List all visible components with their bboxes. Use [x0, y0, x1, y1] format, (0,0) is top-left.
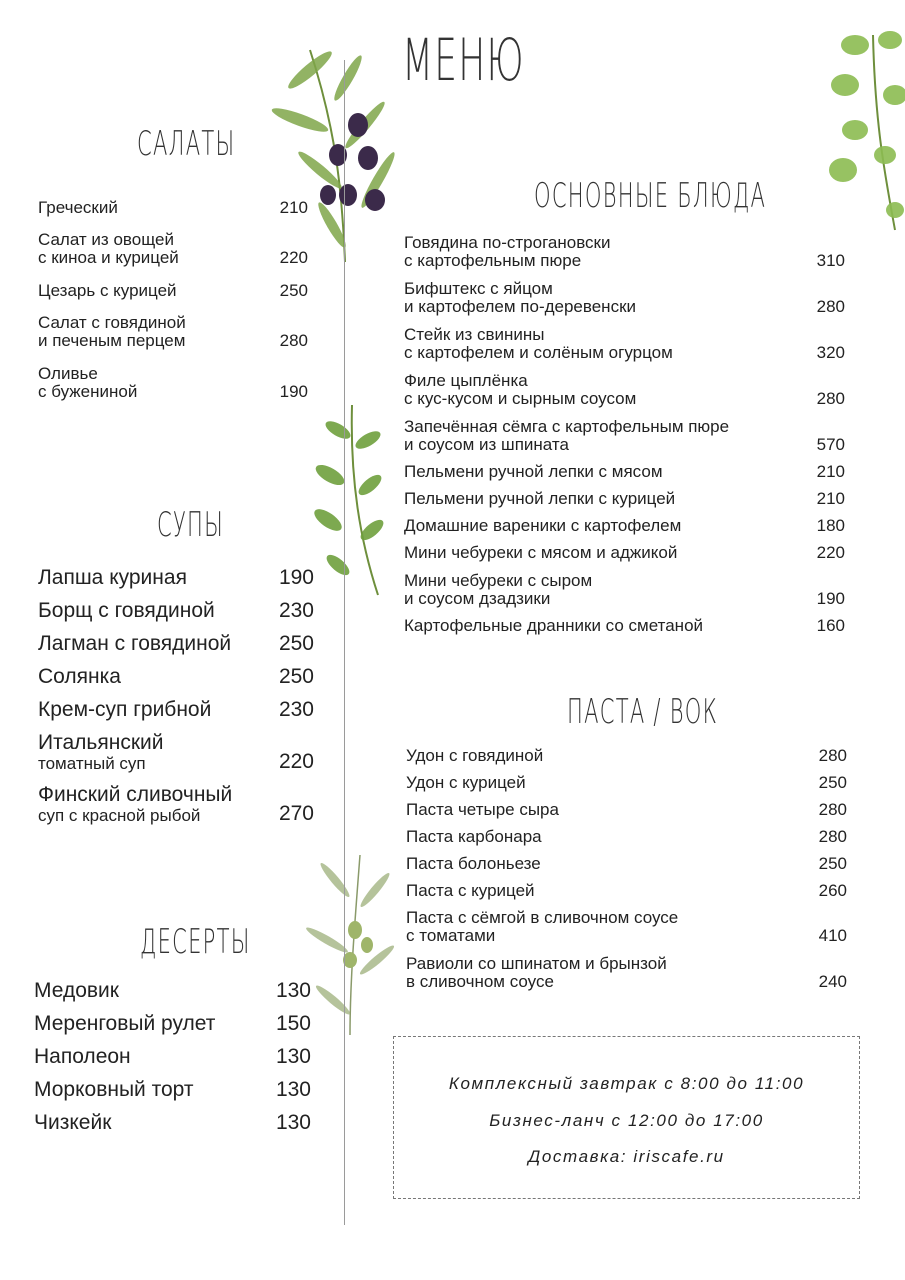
item-name: Чизкейк [34, 1111, 112, 1134]
menu-item [404, 418, 845, 454]
item-name-line2: с бужениной [38, 382, 138, 401]
item-price: 250 [278, 632, 314, 655]
menu-item [38, 666, 314, 688]
olive-sprig-icon [305, 850, 395, 1040]
item-name: Наполеон [34, 1045, 131, 1068]
item-price: 210 [279, 198, 308, 217]
menu-item [34, 1046, 311, 1068]
item-name: Паста карбонара [406, 827, 542, 846]
item-name: Удон с курицей [406, 773, 526, 792]
menu-item [38, 699, 314, 721]
item-name: Паста с курицей [406, 881, 535, 900]
item-name-line2: и печеным перцем [38, 331, 186, 350]
section-title-desserts: ДЕСЕРТЫ [140, 922, 251, 962]
section-title-mains: ОСНОВНЫЕ БЛЮДА [534, 176, 767, 216]
item-name: Крем-суп грибной [38, 698, 212, 721]
item-price: 280 [816, 297, 845, 316]
item-name: Паста четыре сыра [406, 800, 559, 819]
item-name: Мини чебуреки с мясом и аджикой [404, 543, 678, 562]
item-name: Пельмени ручной лепки с курицей [404, 489, 676, 508]
center-divider [344, 60, 345, 1225]
page-title: МЕНЮ [402, 26, 525, 94]
menu-item [406, 882, 847, 900]
menu-item [406, 955, 847, 991]
item-price: 410 [818, 926, 847, 945]
item-name: Морковный торт [34, 1078, 194, 1101]
item-price: 190 [278, 566, 314, 589]
item-price: 210 [816, 462, 845, 481]
menu-item [406, 828, 847, 846]
menu-item [404, 544, 845, 562]
item-name: Меренговый рулет [34, 1012, 216, 1035]
item-name: Запечённая сёмга с картофельным пюре [404, 417, 730, 436]
item-price: 280 [816, 389, 845, 408]
menu-item [38, 567, 314, 589]
item-name: Солянка [38, 665, 121, 688]
item-name: Салат из овощей [38, 230, 174, 249]
item-name-line2: и соусом дзадзики [404, 589, 551, 608]
item-price: 280 [279, 331, 308, 350]
item-price: 250 [818, 854, 847, 873]
menu-item [38, 732, 314, 773]
item-price: 130 [275, 1111, 311, 1134]
menu-item [38, 282, 308, 300]
item-name: Итальянский [38, 731, 164, 754]
menu-item [404, 326, 845, 362]
desserts-list [34, 980, 311, 1134]
menu-item [38, 231, 308, 267]
item-price: 230 [278, 599, 314, 622]
menu-item [406, 909, 847, 945]
menu-item [38, 199, 308, 217]
item-price: 130 [275, 1045, 311, 1068]
menu-item [406, 855, 847, 873]
item-price: 570 [816, 435, 845, 454]
salads-list [38, 199, 308, 401]
item-name-line2: и соусом из шпината [404, 435, 569, 454]
item-price: 280 [818, 746, 847, 765]
item-name-line2: и картофелем по-деревенски [404, 297, 636, 316]
item-price: 280 [818, 800, 847, 819]
item-name-line2: с томатами [406, 926, 496, 945]
item-name: Борщ с говядиной [38, 599, 215, 622]
item-price: 270 [278, 802, 314, 825]
item-price: 130 [275, 1078, 311, 1101]
menu-item [406, 774, 847, 792]
item-price: 250 [818, 773, 847, 792]
menu-item [404, 463, 845, 481]
item-price: 250 [278, 665, 314, 688]
item-price: 280 [818, 827, 847, 846]
menu-item [38, 784, 314, 825]
menu-item [404, 572, 845, 608]
menu-item [406, 747, 847, 765]
item-name-line2: суп с красной рыбой [38, 806, 201, 825]
item-price: 210 [816, 489, 845, 508]
item-price: 150 [275, 1012, 311, 1035]
section-title-pasta: ПАСТА / ВОК [567, 692, 719, 732]
item-name-line2: с кус-кусом и сырным соусом [404, 389, 637, 408]
item-name: Удон с говядиной [406, 746, 544, 765]
menu-item [34, 1013, 311, 1035]
menu-item [38, 633, 314, 655]
menu-item [34, 1112, 311, 1134]
item-name: Паста с сёмгой в сливочном соусе [406, 908, 679, 927]
item-price: 220 [279, 248, 308, 267]
delivery-info: Доставка: iriscafe.ru [528, 1147, 725, 1166]
item-name-line2: с картофельным пюре [404, 251, 582, 270]
item-name-line2: томатный суп [38, 754, 146, 773]
breakfast-hours: Комплексный завтрак с 8:00 до 11:00 [448, 1074, 805, 1093]
item-price: 320 [816, 343, 845, 362]
item-price: 240 [818, 972, 847, 991]
item-name: Бифштекс с яйцом [404, 279, 553, 298]
item-name: Филе цыплёнка [404, 371, 528, 390]
item-name: Домашние вареники с картофелем [404, 516, 682, 535]
item-name: Стейк из свинины [404, 325, 545, 344]
item-name: Лагман с говядиной [38, 632, 232, 655]
oregano-icon [815, 15, 905, 235]
item-price: 160 [816, 616, 845, 635]
menu-item [404, 617, 845, 635]
item-price: 220 [278, 750, 314, 773]
soups-list [38, 567, 314, 825]
item-name: Греческий [38, 198, 118, 217]
item-name: Говядина по-строгановски [404, 233, 611, 252]
item-price: 190 [816, 589, 845, 608]
menu-item [38, 365, 308, 401]
item-price: 310 [816, 251, 845, 270]
item-name: Равиоли со шпинатом и брынзой [406, 954, 667, 973]
section-title-salads: САЛАТЫ [137, 124, 236, 164]
menu-item [34, 980, 311, 1002]
mains-list [404, 234, 845, 635]
item-price: 220 [816, 543, 845, 562]
menu-item [404, 280, 845, 316]
menu-item [404, 372, 845, 408]
menu-item [38, 600, 314, 622]
menu-item [34, 1079, 311, 1101]
info-box [393, 1036, 860, 1199]
item-name: Салат с говядиной [38, 313, 186, 332]
item-name: Цезарь с курицей [38, 281, 177, 300]
item-price: 180 [816, 516, 845, 535]
item-name: Финский сливочный [38, 783, 233, 806]
item-name: Оливье [38, 364, 98, 383]
item-name: Медовик [34, 979, 119, 1002]
section-title-soups: СУПЫ [157, 505, 224, 545]
business-lunch-hours: Бизнес-ланч с 12:00 до 17:00 [489, 1111, 764, 1130]
item-name: Паста болоньезе [406, 854, 541, 873]
menu-item [406, 801, 847, 819]
menu-item [404, 490, 845, 508]
item-price: 230 [278, 698, 314, 721]
item-name-line2: с картофелем и солёным огурцом [404, 343, 673, 362]
item-name: Пельмени ручной лепки с мясом [404, 462, 663, 481]
item-name-line2: в сливочном соусе [406, 972, 554, 991]
item-name: Мини чебуреки с сыром [404, 571, 593, 590]
item-price: 190 [279, 382, 308, 401]
pasta-list [406, 747, 847, 991]
item-name-line2: с киноа и курицей [38, 248, 179, 267]
item-name: Лапша куриная [38, 566, 187, 589]
menu-item [404, 517, 845, 535]
menu-item [38, 314, 308, 350]
item-price: 250 [279, 281, 308, 300]
item-price: 130 [275, 979, 311, 1002]
item-name: Картофельные дранники со сметаной [404, 616, 704, 635]
menu-item [404, 234, 845, 270]
item-price: 260 [818, 881, 847, 900]
